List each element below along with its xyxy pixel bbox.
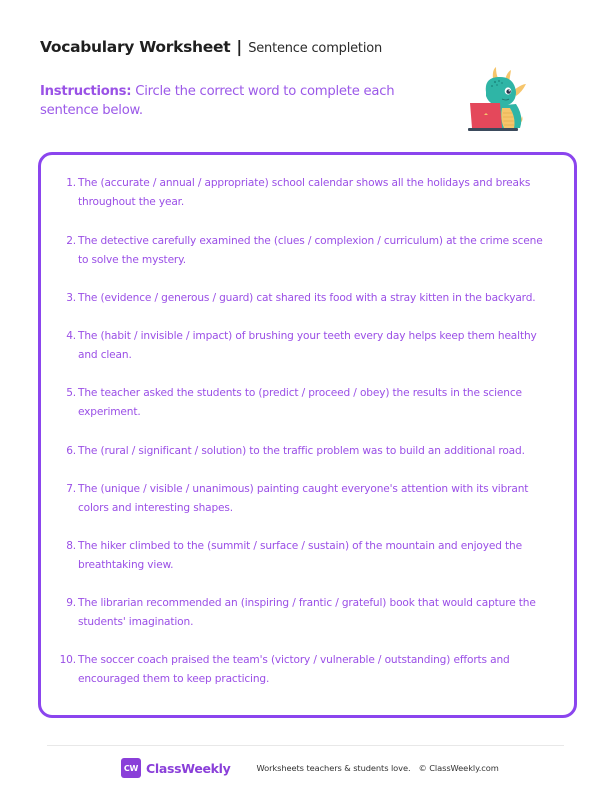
question-text[interactable]: The (habit / invisible / impact) of brushing your teeth every day helps keep them healthy and clean.	[78, 330, 537, 361]
question-text[interactable]: The (evidence / generous / guard) cat shared its food with a stray kitten in the backyard.	[78, 292, 536, 304]
question-item	[66, 232, 548, 270]
footer	[121, 758, 499, 778]
question-item	[66, 442, 548, 461]
question-text[interactable]: The librarian recommended an (inspiring / frantic / grateful) book that would capture the students' imagination.	[78, 597, 536, 628]
question-text[interactable]: The (rural / significant / solution) to the traffic problem was to build an additional road.	[78, 445, 525, 457]
question-number: 7.	[66, 483, 76, 495]
footer-tagline: Worksheets teachers & students love.	[256, 763, 411, 773]
question-item	[66, 537, 548, 575]
page-title: Vocabulary Worksheet	[40, 38, 231, 56]
instructions-label: Instructions:	[40, 84, 132, 99]
brand-name: ClassWeekly	[146, 760, 231, 776]
page-subtitle: Sentence completion	[248, 41, 383, 56]
question-item	[66, 174, 548, 212]
question-item	[66, 384, 548, 422]
question-text[interactable]: The detective carefully examined the (clues / complexion / curriculum) at the crime scene to solve the mystery.	[78, 235, 543, 266]
title-separator: |	[236, 37, 243, 56]
question-number: 9.	[66, 597, 76, 609]
question-number: 10.	[59, 654, 76, 666]
question-item	[66, 327, 548, 365]
question-item	[66, 480, 548, 518]
question-number: 8.	[66, 540, 76, 552]
question-text[interactable]: The (accurate / annual / appropriate) school calendar shows all the holidays and breaks throughout the year.	[78, 177, 531, 208]
instructions-text: Circle the correct word to complete each sentence below.	[40, 84, 395, 118]
worksheet-header	[40, 37, 382, 56]
question-text[interactable]: The soccer coach praised the team's (victory / vulnerable / outstanding) efforts and encouraged them to keep practicing.	[78, 654, 510, 685]
footer-divider	[47, 745, 564, 746]
question-box	[38, 152, 577, 718]
footer-copyright: © ClassWeekly.com	[418, 763, 499, 773]
classweekly-logo-icon: CW	[121, 758, 141, 778]
question-text[interactable]: The (unique / visible / unanimous) painting caught everyone's attention with its vibrant colors and interesting shapes.	[78, 483, 529, 514]
dragon-with-laptop-icon	[466, 66, 526, 134]
question-number: 4.	[66, 330, 76, 342]
question-text[interactable]: The hiker climbed to the (summit / surface / sustain) of the mountain and enjoyed the breathtaking view.	[78, 540, 522, 571]
question-number: 2.	[66, 235, 76, 247]
question-number: 1.	[66, 177, 76, 189]
question-item	[59, 651, 548, 689]
instructions	[40, 82, 420, 120]
question-number: 6.	[66, 445, 76, 457]
question-item	[66, 594, 548, 632]
question-text[interactable]: The teacher asked the students to (predict / proceed / obey) the results in the science experiment.	[78, 387, 522, 418]
question-number: 5.	[66, 387, 76, 399]
question-number: 3.	[66, 292, 76, 304]
question-item	[66, 289, 548, 308]
